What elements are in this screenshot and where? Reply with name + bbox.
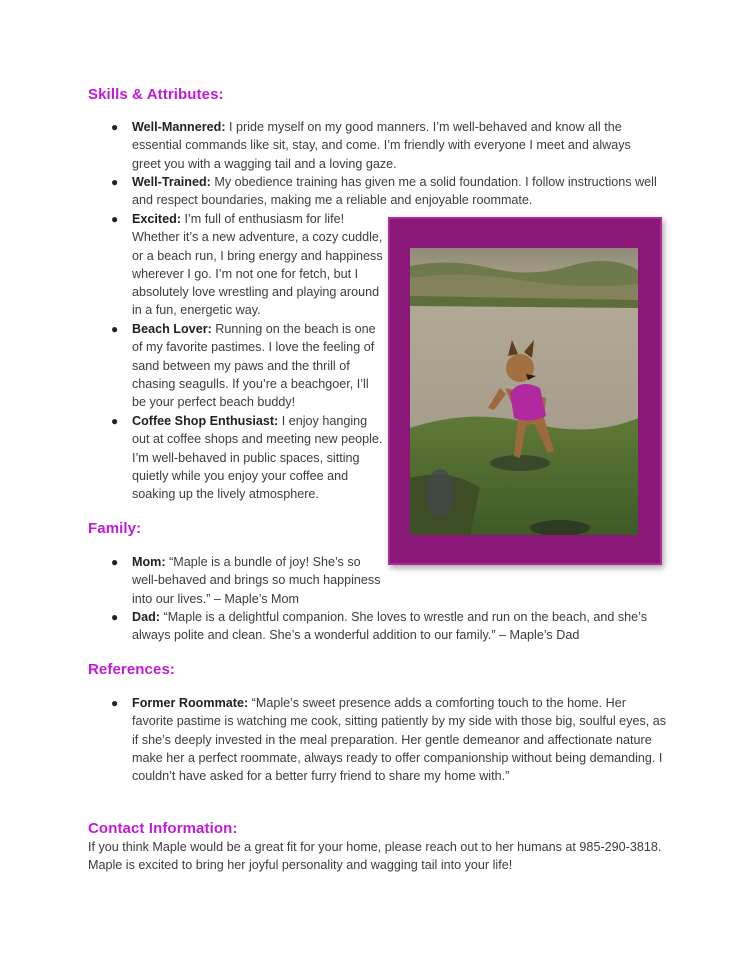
bullet-icon: ● xyxy=(111,212,119,226)
item-label: Well-Mannered: xyxy=(132,120,226,134)
bullet-icon: ● xyxy=(111,414,119,428)
list-item-excited xyxy=(111,210,384,320)
item-label: Dad: xyxy=(132,610,160,624)
list-item-coffee-shop xyxy=(111,412,384,503)
list-item-former-roommate xyxy=(111,694,667,785)
bullet-icon: ● xyxy=(111,322,119,336)
references-heading: References: xyxy=(88,661,175,678)
list-item-dad xyxy=(111,608,662,645)
item-text: “Maple is a bundle of joy! She’s so well-behaved and brings so much happiness into our lives.” – Maple’s Mom xyxy=(132,555,381,606)
bullet-icon: ● xyxy=(111,175,119,189)
item-text: My obedience training has given me a solid foundation. I follow instructions well and respect boundaries, making me a reliable and enjoyable roommate. xyxy=(132,175,657,208)
item-label: Former Roommate: xyxy=(132,696,249,710)
skills-heading: Skills & Attributes: xyxy=(88,86,224,103)
family-heading: Family: xyxy=(88,520,142,537)
item-label: Well-Trained: xyxy=(132,175,211,189)
item-text: I pride myself on my good manners. I’m well-behaved and know all the essential commands like sit, stay, and come. I’m friendly with everyone I meet and always greet you with a wagging tail and a loving gaze. xyxy=(132,120,631,171)
list-item-mom xyxy=(111,553,387,608)
photo-frame xyxy=(388,217,662,565)
contact-heading: Contact Information: xyxy=(88,820,238,837)
item-text: “Maple’s sweet presence adds a comforting touch to the home. Her favorite pastime is watching me cook, sitting patiently by my side with those big, soulful eyes, as if she’s deeply invested in the meal preparation. Her gentle demeanor and affectionate nature make her a perfect roommate, always ready to offer companionship without being demanding. I couldn’t have asked for a better furry friend to share my home with.” xyxy=(132,696,667,784)
contact-text: If you think Maple would be a great fit for your home, please reach out to her humans at 985-290-3818. Maple is excited to bring her joyful personality and wagging tail into your life! xyxy=(88,840,662,873)
dog-on-beach-image xyxy=(410,248,638,535)
item-label: Beach Lover: xyxy=(132,322,212,336)
list-item-beach-lover xyxy=(111,320,384,411)
bullet-icon: ● xyxy=(111,120,119,134)
item-text: “Maple is a delightful companion. She loves to wrestle and run on the beach, and she’s always polite and clean. She’s a wonderful addition to our family.” – Maple’s Dad xyxy=(132,610,648,643)
item-text: Running on the beach is one of my favorite pastimes. I love the feeling of sand between my paws and the thrill of chasing seagulls. If you’re a beachgoer, I’ll be your perfect beach buddy! xyxy=(132,322,376,410)
item-label: Mom: xyxy=(132,555,166,569)
dog-photo xyxy=(410,248,638,535)
item-label: Coffee Shop Enthusiast: xyxy=(132,414,279,428)
item-label: Excited: xyxy=(132,212,181,226)
list-item-well-trained xyxy=(111,173,662,210)
bullet-icon: ● xyxy=(111,696,119,710)
bullet-icon: ● xyxy=(111,610,119,624)
bullet-icon: ● xyxy=(111,555,119,569)
list-item-well-mannered xyxy=(111,118,662,173)
item-text: I’m full of enthusiasm for life! Whether it’s a new adventure, a cozy cuddle, or a beach run, I bring energy and happiness wherever I go. I’m not one for fetch, but I absolutely love wrestling and playing around in a fun, energetic way. xyxy=(132,212,383,318)
item-text: I enjoy hanging out at coffee shops and meeting new people. I’m well-behaved in public spaces, sitting quietly while you enjoy your coffee and soaking up the lively atmosphere. xyxy=(132,414,383,502)
